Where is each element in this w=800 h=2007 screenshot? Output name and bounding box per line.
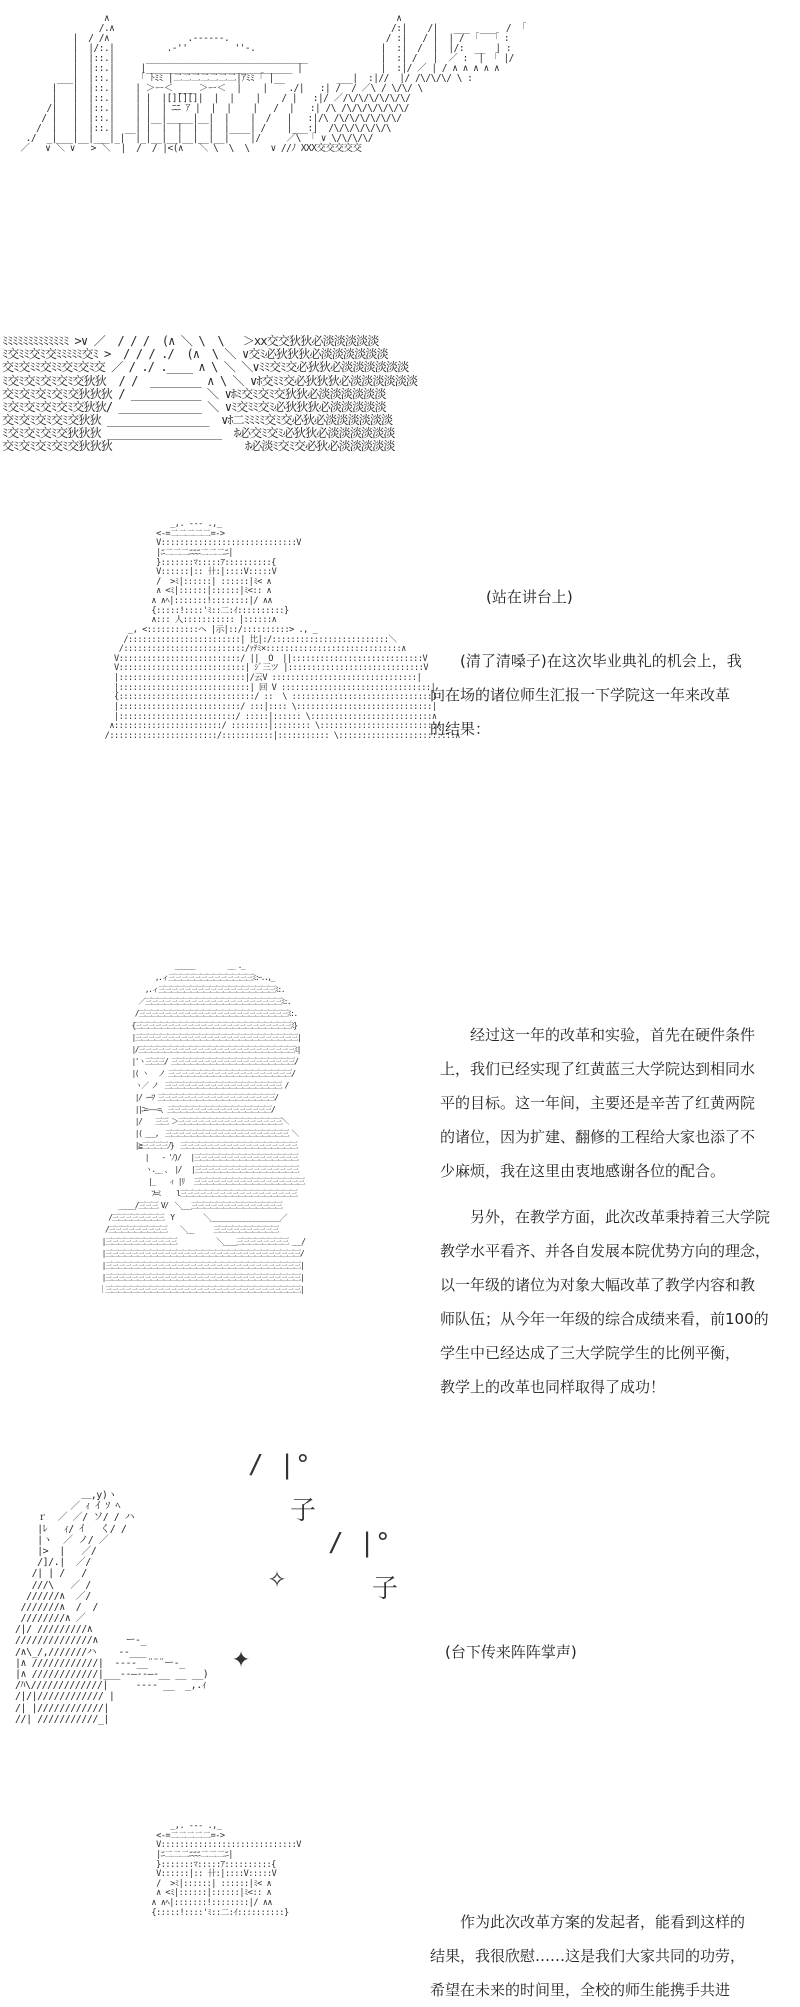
caption-line: 作为此次改革方案的发起者，能看到这样的 bbox=[460, 1913, 746, 1931]
castle-art-top: ∧ ∧ /.∧ /:| /| ___ ___ / ｢ | / /∧ .-‐‐‐‐-. / :| / | | / ｢ ｢ : | |/:.| .-'' ''-. | :| / | |/: __ | : | |::.| _______________________________ | :| / | ／ : | ｢ |/ | |::.| |____________________________ | | :|/ ／ | / ∧ ∧ ∧ ∧ ∧ ___| |::.| ｢ ﾄﾐﾐ |二二二二二二二|ｱﾐﾐ ｢ |__ ___| :|// |/ /\/\/\/ \ : | | |::.| | ＞ー＜ ___ ＞ー＜ | | ./| :| / / ／\ / \/\/ \ | | |::.| | | |[][][]| | | | / | :|/ ／/\/\/\/\/\/\/ /| | |::.| | | | ﾆﾆ ｱ | | | | / | :| /\ /\/\/\/\/\/\/ / | | |::.| | |__|_____|__| | | / | :|/\ /\/\/\/\/\/\/ / | | |::.| __| | | | | | |____| / |___:| /\/\/\/\/\/\ ./ _|___|__|___|_| |_|__|__|__|__|__| |/ ／\ ｢ ∨ \/\/\/\/ ／ ∨ ＼ ∨ > ＼ | / / |<(∧ ＼ \ \ \ ∨ //ﾉ XXX交交交交交 bbox=[20, 13, 526, 154]
caption-line: 师队伍；从今年一年级的综合成绩来看，前100的 bbox=[440, 1310, 769, 1328]
panel-closing-speech bbox=[0, 1780, 800, 2000]
caption-block-intro bbox=[430, 580, 800, 746]
character-art-hair: ______ __ ._ ,.ィ三三三三三三三三三三三三三ﾐ:ｰ..,_ ,.ィ三三三三三三三三三三三三三三三三三三ﾐ:. ／三三三三三三三三三三三三三三三三三三三三三ﾐ:. /三三三三三三三三三三三三三三三三三三三三三三三ﾐ:. {三三三三三三三三三三三三三三三三三三三三三三三三ﾐ} |三三三三三三三三三三三三三三三三三三三三三三三三三| |/三三三三三三三三三三三三三三三三三三三三三三三三ﾐ| |'ヽ三三三/ 三三三三三三三三三三三三三三三三三三三/ |( ヽ ノ 三三三三三三三三三三三三三三三三三三三/ ヽ／ ノ 三三三三三三三三三三三三三三三三三三 / |/ ‐─ﾌ 三三三三三三三三三三三三三三三三三三/ ||ﾆ=‐―-=、三三三三三三三三三三三三三三三三/ |/ 三三 ＞三三三三三三三三三三三三三三三三＼ |( ___, 三三三三三三三三三三三三三三三三三三三 ＼ |≧三三三三ﾉ} 三三三三三三三三三三三三三三三三三三 | ‐ 'ﾉ)/ |三三三三三三三三三三三三三三三三 ヽ.__ 、 |/ |三三三三三三三三三三三三三三三三 |_ ィ |ﾘ 三三三三三三三三三三三三三三三三三 ﾌ=ﾐ l三三三三三三三三三三三三三三三三三三 _____/三三三 V/ ＼___三三三三三三三三三三三三三三 /三三三三三三三三 Y ＼_____________________／ /三三三三三三三三三 ＼__ 三三三三三三三三三三 |三三三三三三三三三三三 ＼____三三三三三三三三 ___/ |三三三三三三三三三三三三三三三三三三三三三三三三三三三三三三/ |三三三三三三三三三三三三三三三三三三三三三三三三三三三三三三| |三三三三三三三三三三三三三三三三三三三三三三三三三三三三三三| ｜三三三三三三三三三三三三三三三三三三三三三三三三三三三三三三| bbox=[98, 961, 305, 1294]
caption-line: 向在场的诸位师生汇报一下学院这一年来改革 bbox=[430, 686, 731, 704]
caption-line: 平的目标。这一年间，主要还是辛苦了红黄两院 bbox=[440, 1094, 756, 1112]
caption-line: 学生中已经达成了三大学院学生的比例平衡， bbox=[440, 1344, 741, 1362]
caption-line: (台下传来阵阵掌声) bbox=[445, 1643, 577, 1661]
caption-line: 教学水平看齐、并各自发展本院优势方向的理念， bbox=[440, 1242, 771, 1260]
caption-line: (清了清嗓子)在这次毕业典礼的机会上，我 bbox=[460, 652, 742, 670]
panel-reform-results bbox=[0, 920, 800, 1430]
caption-line: 结果，我很欣慰……这是我们大家共同的功劳， bbox=[430, 1947, 746, 1965]
caption-line: 少麻烦，我在这里由衷地感谢各位的配合。 bbox=[440, 1162, 726, 1180]
caption-line: 希望在未来的时间里，全校的师生能携手共进 bbox=[430, 1981, 731, 1999]
caption-line: 的诸位，因为扩建、翻修的工程给大家也添了不 bbox=[440, 1128, 756, 1146]
clap-sound-mark: 子 bbox=[372, 1574, 399, 1604]
caption-line: 教学上的改革也同样取得了成功！ bbox=[440, 1378, 666, 1396]
burst-mark: ✦ bbox=[232, 1640, 251, 1675]
caption-line: 上，我们已经实现了红黄蓝三大学院达到相同水 bbox=[440, 1060, 756, 1078]
caption-block-applause bbox=[445, 1635, 745, 1669]
panel-podium-speech bbox=[0, 500, 800, 920]
clap-sound-mark: 子 bbox=[290, 1496, 317, 1526]
castle-art-bottom: ﾐﾐﾐﾐﾐﾐﾐﾐﾐﾐﾐﾐﾐ >∨ ／ / / / (∧ ＼ \ \ ＞xx交交狄狄必淡淡淡淡淡 ﾐ交ﾐﾐ交ﾐ交ﾐﾐﾐﾐﾐ交ﾐ > / / / ./ (∧ \ ＼ ∨交ﾐ必狄狄狄必淡淡淡淡淡淡 交ﾐ交ﾐﾐ交ﾐﾐ交ﾐ交ﾐ交 ／ / ./ .____ ∧ \ ＼ ＼∨ﾐﾐ交ﾐ交必狄狄必淡淡淡淡淡淡 ﾐ交ﾐ交ﾐ交ﾐ交ﾐ交狄狄 / / ________ ∧ \ ＼ ∨ﾎ交ﾐﾐ交必狄狄狄必淡淡淡淡淡淡 交ﾐ交ﾐ交ﾐ交ﾐ交狄狄狄 / ___________ ＼ ∨ﾎﾐ交ﾐ交ﾐ交狄狄必淡淡淡淡淡淡 ﾐ交ﾐ交ﾐ交ﾐ交ﾐ交狄狄/ _____________ ＼ ∨ﾐ交ﾐﾐ交ﾐ必狄狄狄必淡淡淡淡淡 交ﾐ交ﾐ交ﾐ交ﾐ交狄狄 ________________ ∨ﾎ二ﾐﾐﾐﾐ交ﾐ交必狄必淡淡淡淡淡淡 ﾐ交ﾐ交ﾐ交ﾐ交狄狄狄 __________________ ﾎ必交ﾐ交ﾐ必狄狄必淡淡淡淡淡淡 交ﾐ交ﾐ交ﾐ交ﾐ交狄狄狄 ﾎ必淡ﾐ交ﾐ交必狄必淡淡淡淡淡 bbox=[2, 334, 418, 454]
caption-block-results bbox=[440, 1018, 800, 1404]
panel-applause bbox=[0, 1430, 800, 1780]
clap-sound-mark: / |° bbox=[328, 1528, 391, 1558]
burst-mark: ✧ bbox=[268, 1560, 287, 1595]
caption-line: 以一年级的诸位为对象大幅改革了教学内容和教 bbox=[440, 1276, 756, 1294]
caption-line: 经过这一年的改革和实验，首先在硬件条件 bbox=[470, 1026, 756, 1044]
clap-sound-mark: / |° bbox=[248, 1450, 311, 1480]
caption-block-closing bbox=[430, 1905, 800, 2007]
character-art-podium: _,. -‐- .,_ <‐=二二二二二=‐> V:::::::::::::::::::::::::::::V |ﾆ二二二ﾆﾆﾆ二二二ﾆ| }:::::::ﾏ:::::ｱ::::::::::{ V::::::|:: 卄:|::::V:::::V / >ﾐ|::::::| ::::::|ﾐ< ∧ ∧ <ﾐ|::::::|::::::|ﾐ<:: ∧ ∧ ∧ﾍ|:::::::!::::::::|/ ∧∧ {:::::!::::'ﾐ::二:ｲ::::::::::} ∧::: 人::::::::::: |::::::∧ _, <:::::::::::ヘ |示|::/::::::::::> ., _ /::::::::::::::::::::::::| 比|:/:::::::::::::::::::::::::＼ /::::::::::::::::::::::::::/ｧﾃﾐ×:::::::::::::::::::::::::::::∧ V::::::::::::::::::::::::::/ || O ||::::::::::::::::::::::::::::V V:::::::::::::::::::::::::::| ｼﾞ三ツ |:::::::::::::::::::::::::::::V |:::::::::::::::::::::::::::|/云V :::::::::::::::::::::::::::::::| |::::::::::::::::::::::::::::| 回 V ::::::::::::::::::::::::::::::::| {:::::::::::::::::::::::::::::/ :: \ ::::::::::::::::::::::::::::::} |::::::::::::::::::::::::::/ :::|:::: \:::::::::::::::::::::::::::::| |:::::::::::::::::::::::::/ :::::|:::::: \::::::::::::::::::::::::::∧ ∧:::::::::::::::::::::::/ ::::::::|:::::::: \:::::::::::::::::::::::::∧ /:::::::::::::::::::::::/:::::::::::|::::::::::: \:::::::::::::::::::::::::∧ bbox=[104, 519, 460, 741]
caption-line: (站在讲台上) bbox=[486, 588, 573, 606]
clapping-hands-art: ＿,y)ヽ ／ ｨ ｲ ｿ ﾍ ｒ ／ ／/ ソ/ / ハ |ﾚ ｨ/ ｲ く/ / |ヽ ／ ノ/ ／ |> | ／/ /]/.| ／/ /| | / / ///\ ／ / //////∧ ／/ ///////∧ / / ////////∧ ／ /|/ /////////∧ //////////////∧ ー-_ /∧\_/,///////ハ ‐-___ |∧ ////////////| -‐--__¨¨¨ー-_ |∧ ////////////|___‐-―--―-__ __ __) /ﾊ\/////////////| ‐--- __ _,.ｨ /|/|//////////// | /| |////////////| //| ///////////_| bbox=[15, 1490, 209, 1725]
caption-line: 另外，在教学方面，此次改革秉持着三大学院 bbox=[470, 1208, 771, 1226]
caption-line: 的结果： bbox=[430, 720, 491, 738]
panel-castle bbox=[0, 0, 800, 500]
character-art-podium-2: _,. -‐- .,_ <‐=二二二二二=‐> V:::::::::::::::::::::::::::::V |ﾆ二二二ﾆﾆﾆ二二二ﾆ| }:::::::ﾏ:::::ｱ::::::::::{ V::::::|:: 卄:|::::V:::::V / >ﾐ|::::::| ::::::|ﾐ< ∧ ∧ <ﾐ|::::::|::::::|ﾐ<:: ∧ ∧ ∧ﾍ|:::::::!::::::::|/ ∧∧ {:::::!::::'ﾐ::二:ｲ::::::::::} bbox=[151, 1821, 301, 1918]
